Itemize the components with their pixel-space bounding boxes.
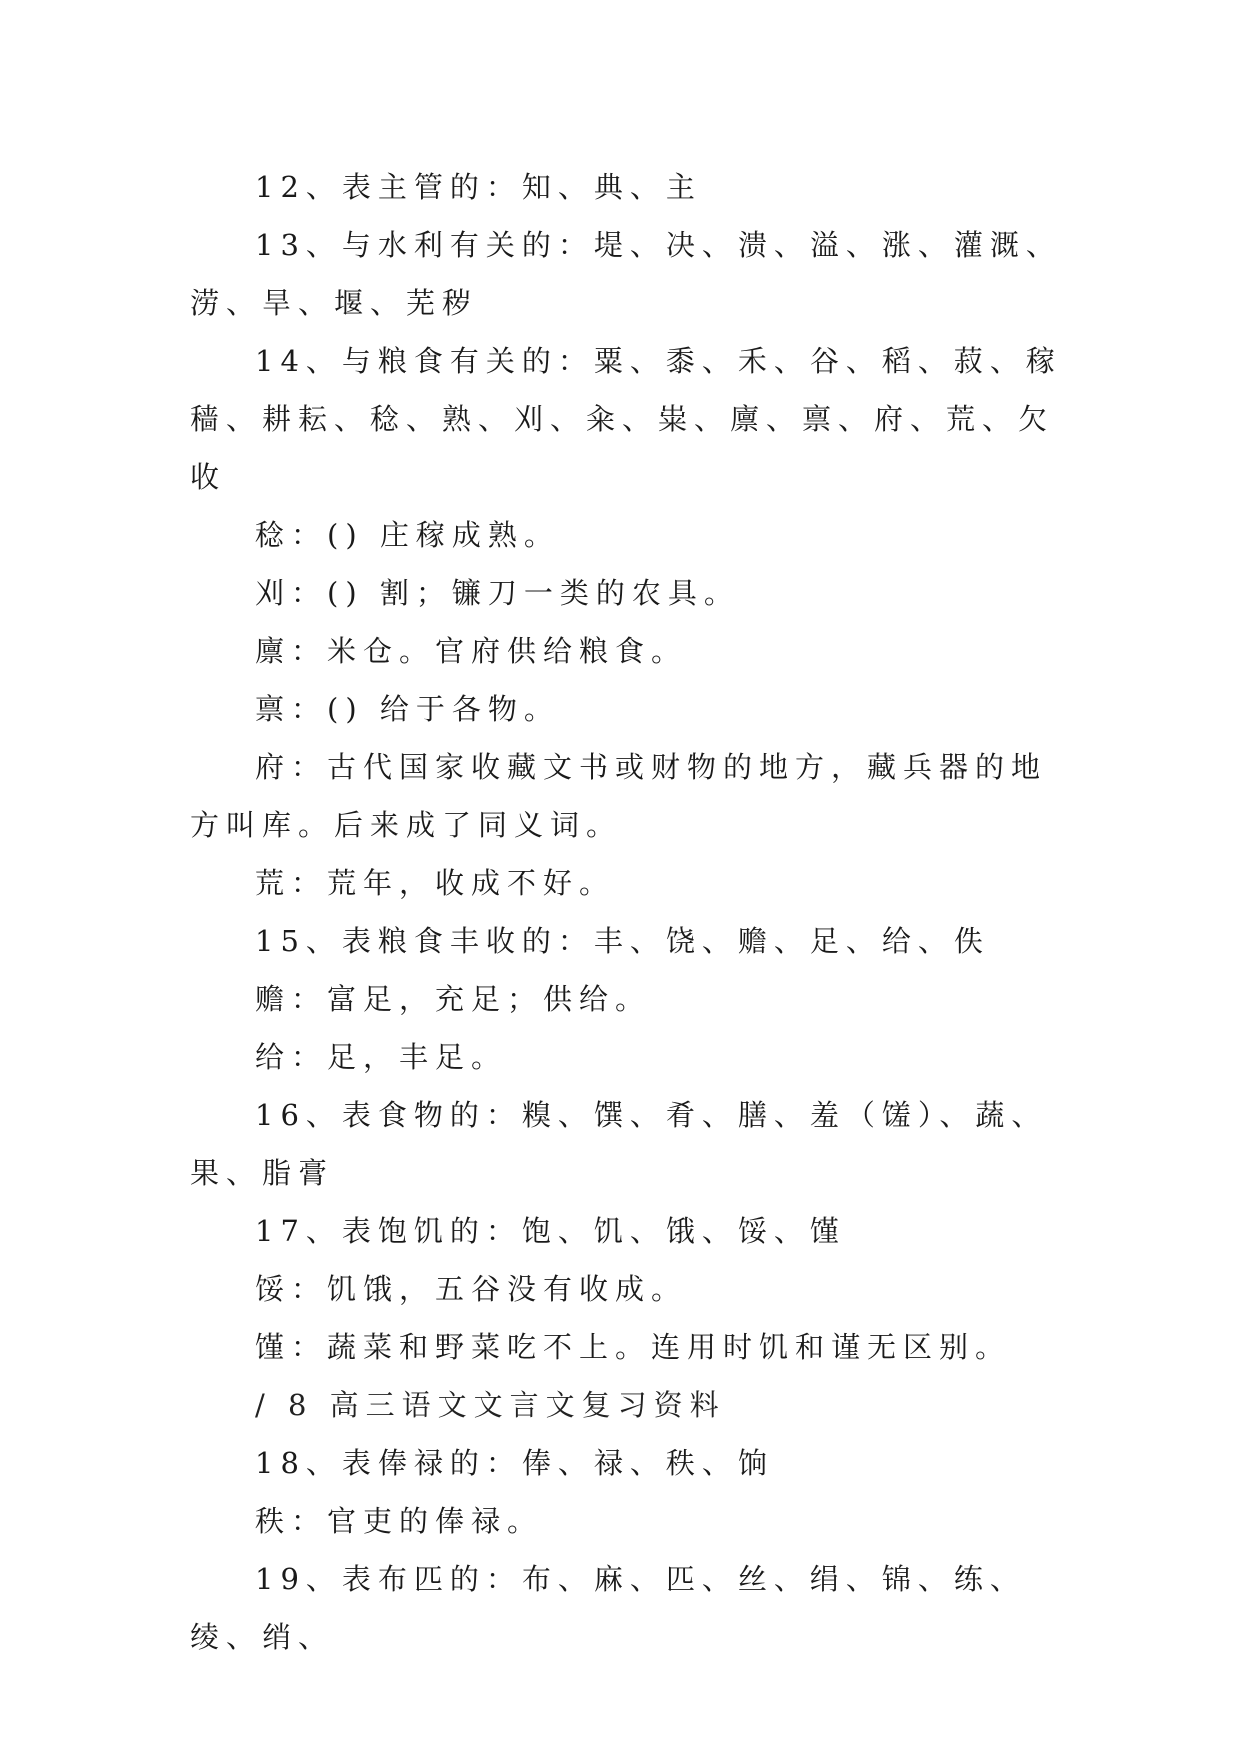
page-footer: / 8 高三语文文言文复习资料 (255, 1388, 726, 1422)
paragraph-14-grain: 14、与粮食有关的：粟、黍、禾、谷、稻、菽、稼穑、耕耘、稔、熟、刈、籴、粜、廪、禀、府、荒、欠收 (190, 344, 1062, 494)
definition-lin: 廪：米仓。官府供给粮食。 (255, 634, 688, 668)
definition-bing: 禀：() 给于各物。 (255, 692, 560, 726)
paragraph-15-harvest: 15、表粮食丰收的：丰、饶、赡、足、给、佚 (255, 924, 990, 958)
definition-huang: 荒：荒年，收成不好。 (255, 866, 616, 900)
definition-shan: 赡：富足，充足；供给。 (255, 982, 652, 1016)
definition-yi: 刈：() 割；镰刀一类的农具。 (255, 576, 740, 610)
paragraph-12-supervisor: 12、表主管的：知、典、主 (255, 170, 702, 204)
paragraph-17-hunger: 17、表饱饥的：饱、饥、饿、馁、馑 (255, 1214, 846, 1248)
paragraph-13-water: 13、与水利有关的：堤、决、溃、溢、涨、灌溉、涝、旱、堰、芜秽 (190, 228, 1062, 320)
paragraph-19-cloth: 19、表布匹的：布、麻、匹、丝、绢、锦、练、绫、绡、 (190, 1562, 1026, 1654)
definition-ren: 稔：() 庄稼成熟。 (255, 518, 560, 552)
paragraph-18-salary: 18、表俸禄的：俸、禄、秩、饷 (255, 1446, 774, 1480)
definition-fu: 府：古代国家收藏文书或财物的地方，藏兵器的地方叫库。后来成了同义词。 (190, 750, 1048, 842)
definition-nei: 馁：饥饿，五谷没有收成。 (255, 1272, 688, 1306)
definition-jin: 馑：蔬菜和野菜吃不上。连用时饥和谨无区别。 (255, 1330, 1012, 1364)
paragraph-16-food: 16、表食物的：糗、馔、肴、膳、羞（馐）、蔬、果、脂膏 (190, 1098, 1048, 1190)
document-body (190, 158, 1080, 1666)
definition-ji: 给：足，丰足。 (255, 1040, 508, 1074)
definition-zhi: 秩：官吏的俸禄。 (255, 1504, 544, 1538)
